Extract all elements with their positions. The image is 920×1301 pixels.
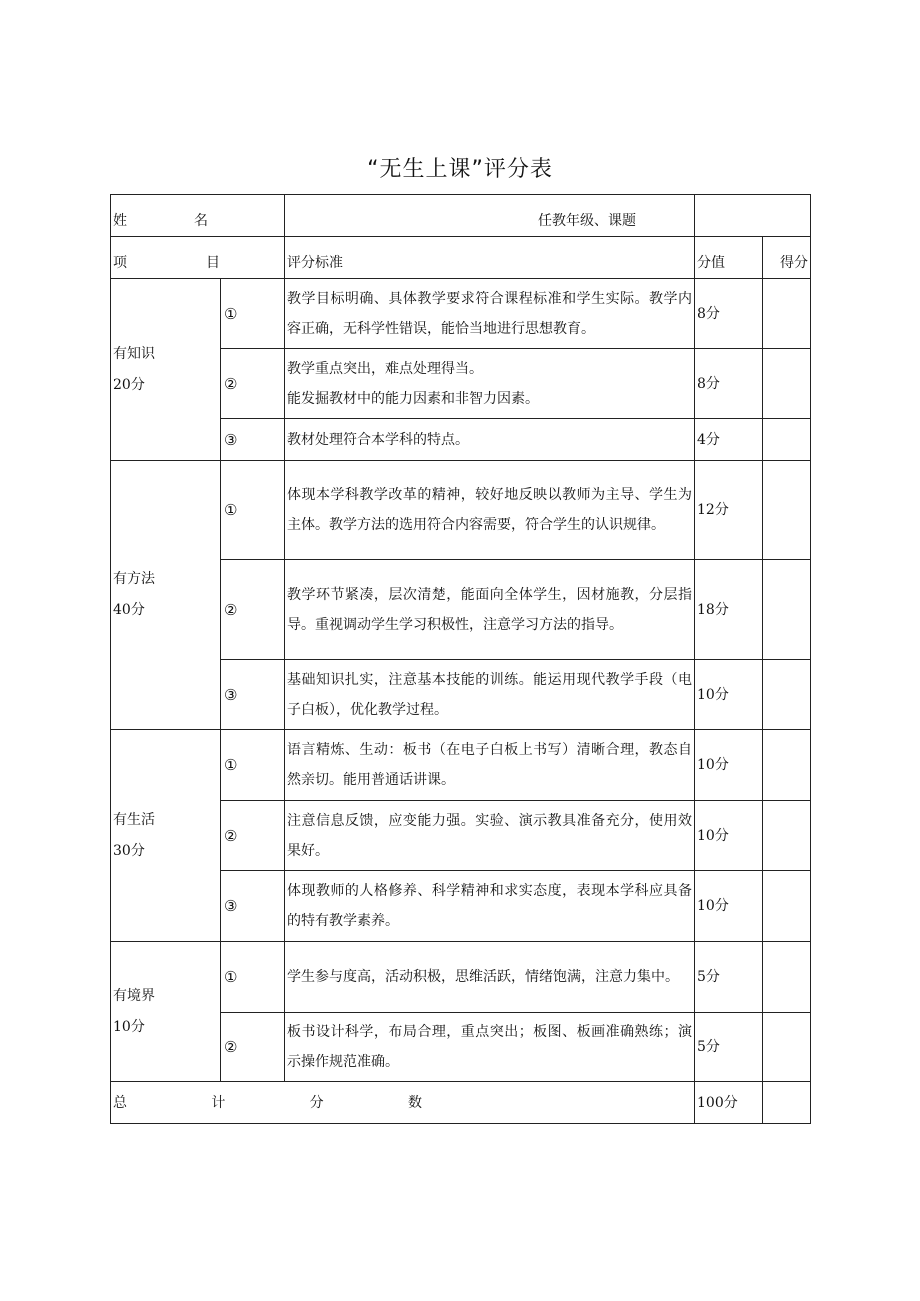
category-name: 有方法 <box>113 571 155 587</box>
score-input-cell[interactable] <box>763 871 811 942</box>
score-input-cell[interactable] <box>763 730 811 801</box>
scoring-table <box>110 194 811 1124</box>
criteria-number: ③ <box>221 871 285 942</box>
score-input-cell[interactable] <box>763 560 811 660</box>
criteria-score-value: 8分 <box>695 349 763 419</box>
criteria-number: ② <box>221 349 285 419</box>
item-label-cell <box>111 237 285 279</box>
criteria-header: 评分标准 <box>285 237 695 279</box>
category-cell <box>111 942 221 1082</box>
category-points: 30分 <box>113 842 145 859</box>
criteria-row <box>111 279 811 349</box>
criteria-score-value: 10分 <box>695 730 763 801</box>
score-input-cell[interactable] <box>763 942 811 1013</box>
category-name: 有生活 <box>113 811 155 828</box>
criteria-number: ② <box>221 1013 285 1082</box>
criteria-number: ③ <box>221 660 285 730</box>
criteria-score-value: 10分 <box>695 801 763 871</box>
criteria-score-value: 5分 <box>695 942 763 1013</box>
category-cell <box>111 461 221 730</box>
criteria-score-value: 10分 <box>695 660 763 730</box>
total-row <box>111 1082 811 1124</box>
criteria-score-value: 10分 <box>695 871 763 942</box>
total-label-char: 计 <box>211 1094 226 1111</box>
criteria-number: ③ <box>221 419 285 461</box>
criteria-score-value: 18分 <box>695 560 763 660</box>
criteria-number: ② <box>221 801 285 871</box>
category-cell <box>111 279 221 461</box>
category-name: 有知识 <box>113 345 155 362</box>
criteria-score-value: 4分 <box>695 419 763 461</box>
criteria-text: 体现教师的人格修养、科学精神和求实态度，表现本学科应具备的特有教学素养。 <box>285 871 695 942</box>
name-label-char: 名 <box>194 213 208 229</box>
criteria-row <box>111 730 811 801</box>
score-value-header: 分值 <box>695 237 763 279</box>
criteria-number: ① <box>221 279 285 349</box>
criteria-score-value: 8分 <box>695 279 763 349</box>
total-score-input[interactable] <box>763 1082 811 1124</box>
criteria-text: 教学环节紧凑，层次清楚，能面向全体学生，因材施教，分层指导。重视调动学生学习积极性，注意学习方法的指导。 <box>285 560 695 660</box>
score-got-header: 得分 <box>763 237 811 279</box>
score-input-cell[interactable] <box>763 349 811 419</box>
criteria-text: 语言精炼、生动：板书（在电子白板上书写）清晰合理，教态自然亲切。能用普通话讲课。 <box>285 730 695 801</box>
criteria-row <box>111 461 811 560</box>
criteria-text: 注意信息反馈，应变能力强。实验、演示教具准备充分，使用效果好。 <box>285 801 695 871</box>
criteria-text: 教材处理符合本学科的特点。 <box>285 419 695 461</box>
grade-topic-input[interactable] <box>695 195 811 237</box>
total-label-char: 总 <box>113 1094 127 1111</box>
criteria-text: 教学重点突出，难点处理得当。 能发掘教材中的能力因素和非智力因素。 <box>285 349 695 419</box>
column-header-row <box>111 237 811 279</box>
total-label-char: 分 <box>309 1094 324 1111</box>
criteria-number: ① <box>221 942 285 1013</box>
grade-topic-cell <box>285 195 695 237</box>
criteria-number: ① <box>221 461 285 560</box>
name-label-char: 姓 <box>113 213 127 229</box>
score-input-cell[interactable] <box>763 1013 811 1082</box>
criteria-text: 板书设计科学，布局合理，重点突出；板图、板画准确熟练；演示操作规范准确。 <box>285 1013 695 1082</box>
criteria-number: ① <box>221 730 285 801</box>
item-label-char: 目 <box>206 255 220 271</box>
category-cell <box>111 730 221 942</box>
header-row <box>111 195 811 237</box>
page-title: “无生上课”评分表 <box>367 157 553 182</box>
criteria-number: ② <box>221 560 285 660</box>
total-label-char: 数 <box>407 1094 422 1111</box>
grade-topic-label: 任教年级、课题 <box>538 213 636 229</box>
criteria-text: 教学目标明确、具体教学要求符合课程标准和学生实际。教学内容正确，无科学性错误，能恰当地进行思想教育。 <box>285 279 695 349</box>
total-label-cell <box>111 1082 695 1124</box>
score-input-cell[interactable] <box>763 279 811 349</box>
score-input-cell[interactable] <box>763 801 811 871</box>
item-label-char: 项 <box>113 255 127 271</box>
score-input-cell[interactable] <box>763 660 811 730</box>
criteria-row <box>111 942 811 1013</box>
criteria-score-value: 5分 <box>695 1013 763 1082</box>
criteria-score-value: 12分 <box>695 461 763 560</box>
criteria-text: 基础知识扎实，注意基本技能的训练。能运用现代教学手段（电子白板），优化教学过程。 <box>285 660 695 730</box>
criteria-text: 学生参与度高，活动积极，思维活跃，情绪饱满，注意力集中。 <box>285 942 695 1013</box>
score-input-cell[interactable] <box>763 461 811 560</box>
criteria-text: 体现本学科教学改革的精神，较好地反映以教师为主导、学生为主体。教学方法的选用符合内容需要，符合学生的认识规律。 <box>285 461 695 560</box>
category-points: 40分 <box>113 602 145 618</box>
score-input-cell[interactable] <box>763 419 811 461</box>
category-points: 10分 <box>113 1018 145 1035</box>
category-name: 有境界 <box>113 987 155 1004</box>
category-points: 20分 <box>113 376 145 393</box>
name-label-cell <box>111 195 285 237</box>
total-score-value: 100分 <box>695 1082 763 1124</box>
